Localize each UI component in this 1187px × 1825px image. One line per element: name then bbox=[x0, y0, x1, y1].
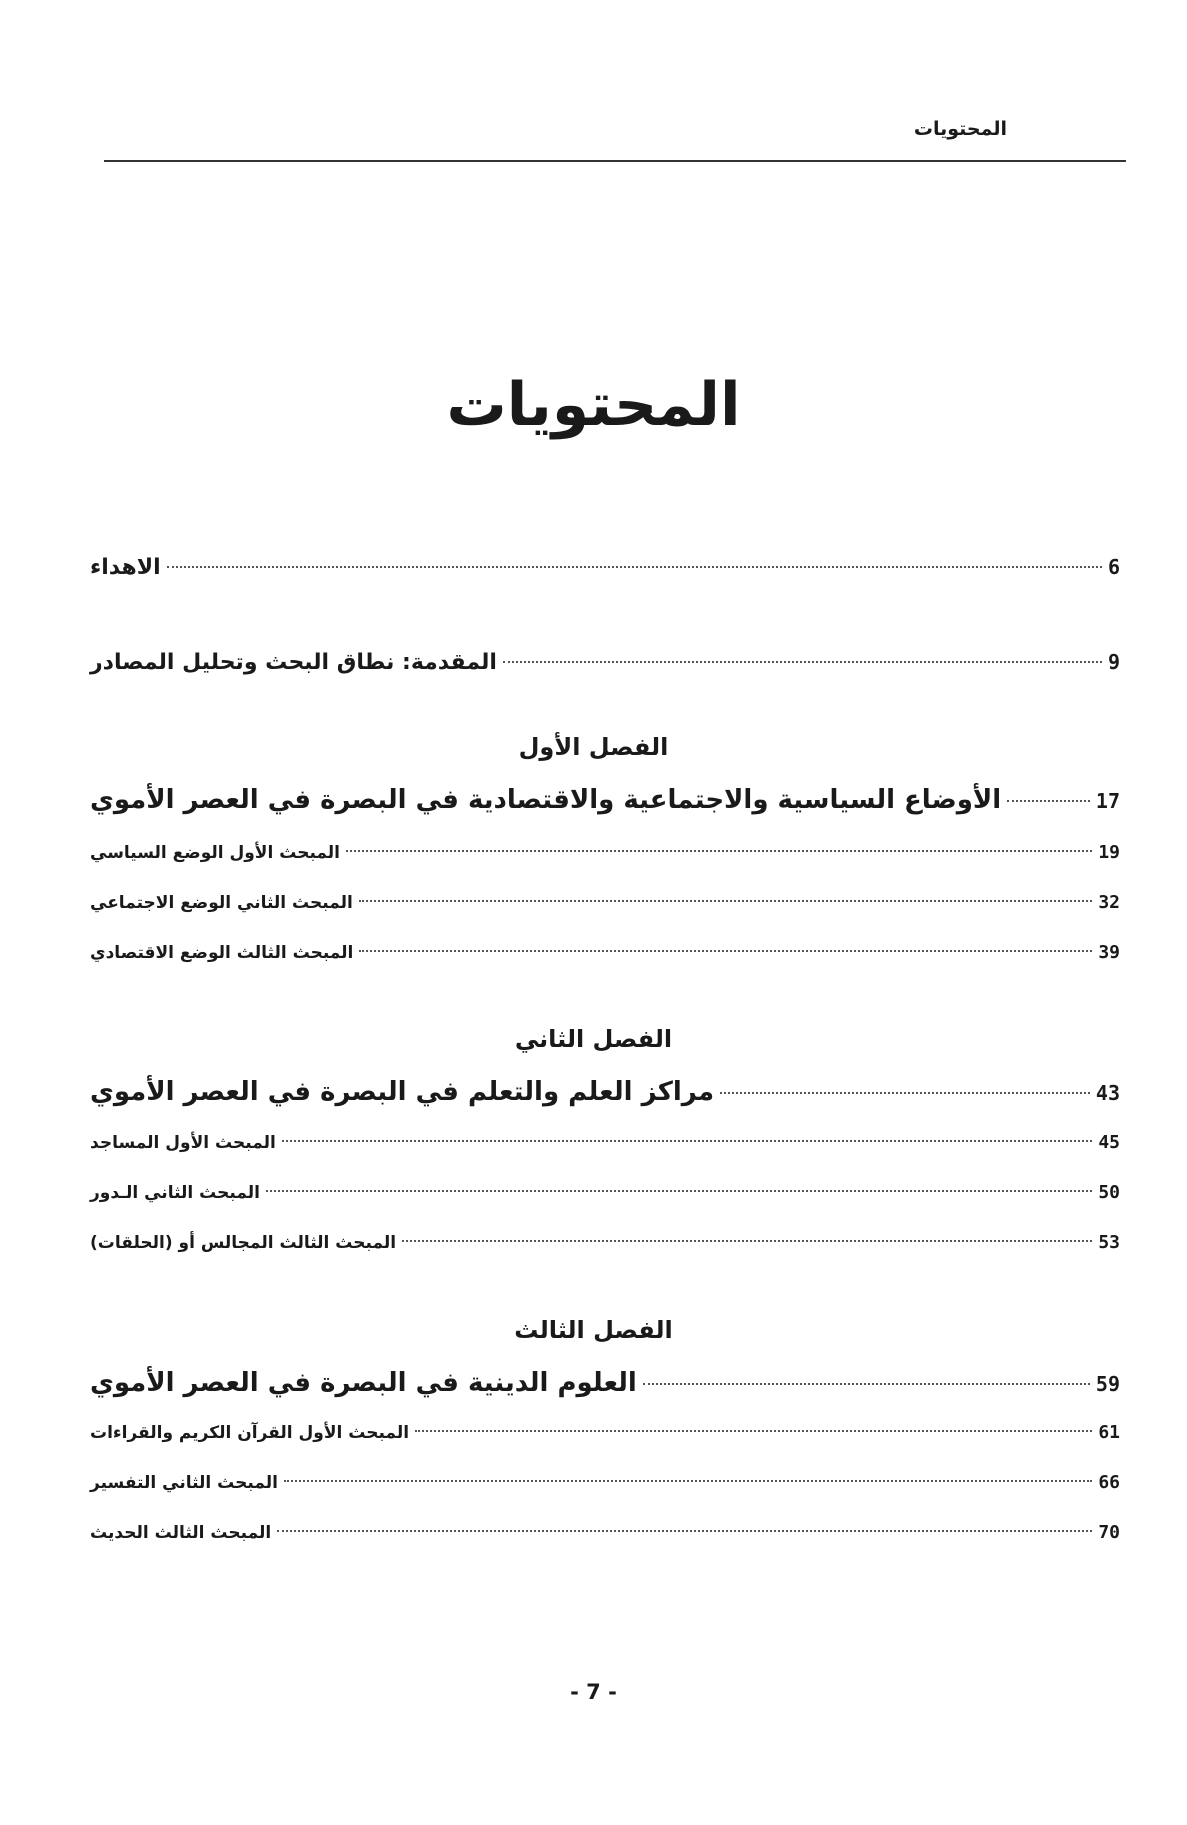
toc-page-number: 66 bbox=[1098, 1472, 1120, 1493]
toc-page-number: 53 bbox=[1098, 1232, 1120, 1253]
chapter-label: الفصل الثالث bbox=[514, 1316, 673, 1344]
toc-section[interactable] bbox=[90, 1472, 1120, 1493]
dot-leader bbox=[359, 900, 1092, 902]
dot-leader bbox=[167, 566, 1102, 568]
toc-entry-title: المبحث الثاني التفسير bbox=[90, 1473, 278, 1493]
toc-entry-title: المبحث الأول المساجد bbox=[90, 1133, 276, 1153]
toc-section[interactable] bbox=[90, 942, 1120, 963]
header-rule bbox=[104, 160, 1126, 162]
dot-leader bbox=[277, 1530, 1092, 1532]
toc-section[interactable] bbox=[90, 1422, 1120, 1443]
dot-leader bbox=[503, 661, 1102, 663]
toc-page-number: 9 bbox=[1107, 650, 1120, 674]
dot-leader bbox=[266, 1190, 1092, 1192]
dot-leader bbox=[284, 1480, 1092, 1482]
toc-entry-title: الاهداء bbox=[90, 555, 161, 580]
toc-chapter-title[interactable] bbox=[90, 785, 1120, 815]
toc-section[interactable] bbox=[90, 1522, 1120, 1543]
dot-leader bbox=[282, 1140, 1093, 1142]
dot-leader bbox=[415, 1430, 1092, 1432]
toc-page-number: 19 bbox=[1098, 842, 1120, 863]
toc-page-number: 17 bbox=[1095, 789, 1120, 813]
toc-page-number: 70 bbox=[1098, 1522, 1120, 1543]
toc-page-number: 50 bbox=[1098, 1182, 1120, 1203]
dot-leader bbox=[1007, 800, 1090, 802]
toc-section[interactable] bbox=[90, 842, 1120, 863]
toc-entry-title: مراكز العلم والتعلم في البصرة في العصر الأموي bbox=[90, 1077, 715, 1107]
toc-entry-title: المبحث الثاني الـدور bbox=[90, 1183, 260, 1203]
chapter-label: الفصل الأول bbox=[518, 733, 669, 761]
dot-leader bbox=[359, 950, 1092, 952]
toc-page-number: 32 bbox=[1098, 892, 1120, 913]
toc-entry-title: المبحث الثالث الحديث bbox=[90, 1523, 272, 1543]
toc-entry-intro[interactable] bbox=[90, 650, 1120, 675]
dot-leader bbox=[720, 1092, 1090, 1094]
dot-leader bbox=[643, 1383, 1090, 1385]
toc-entry-dedication[interactable] bbox=[90, 555, 1120, 580]
dot-leader bbox=[402, 1240, 1092, 1242]
toc-page-number: 59 bbox=[1095, 1372, 1120, 1396]
toc-page-number: 43 bbox=[1095, 1081, 1120, 1105]
toc-section[interactable] bbox=[90, 1232, 1120, 1253]
toc-page-number: 39 bbox=[1098, 942, 1120, 963]
toc-entry-title: العلوم الدينية في البصرة في العصر الأموي bbox=[90, 1368, 637, 1398]
toc-page-number: 6 bbox=[1107, 555, 1120, 579]
toc-section[interactable] bbox=[90, 892, 1120, 913]
toc-entry-title: المبحث الثالث الوضع الاقتصادي bbox=[90, 943, 354, 963]
toc-entry-title: المبحث الأول الوضع السياسي bbox=[90, 843, 341, 863]
chapter-label: الفصل الثاني bbox=[514, 1025, 673, 1053]
toc-entry-title: المبحث الأول القرآن الكريم والقراءات bbox=[90, 1423, 410, 1443]
page-title: المحتويات bbox=[446, 370, 741, 440]
toc-chapter-title[interactable] bbox=[90, 1368, 1120, 1398]
running-head: المحتويات bbox=[913, 118, 1007, 140]
toc-section[interactable] bbox=[90, 1132, 1120, 1153]
toc-entry-title: المبحث الثالث المجالس أو (الحلقات) bbox=[90, 1233, 397, 1253]
toc-page-number: 61 bbox=[1098, 1422, 1120, 1443]
toc-chapter-title[interactable] bbox=[90, 1077, 1120, 1107]
toc-entry-title: الأوضاع السياسية والاجتماعية والاقتصادية في البصرة في العصر الأموي bbox=[90, 785, 1002, 815]
toc-page-number: 45 bbox=[1098, 1132, 1120, 1153]
toc-entry-title: المقدمة: نطاق البحث وتحليل المصادر bbox=[90, 650, 497, 675]
dot-leader bbox=[346, 850, 1092, 852]
toc-entry-title: المبحث الثاني الوضع الاجتماعي bbox=[90, 893, 353, 913]
page-number: - 7 - bbox=[570, 1680, 617, 1704]
toc-section[interactable] bbox=[90, 1182, 1120, 1203]
